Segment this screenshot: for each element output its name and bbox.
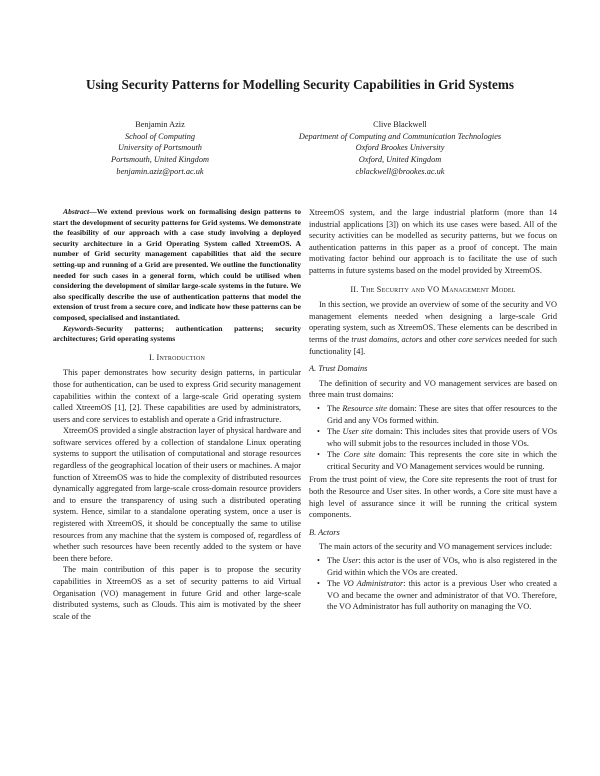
author-dept: School of Computing bbox=[124, 131, 196, 141]
list-item: • The User: this actor is the user of VOs, who is also registered in the Grid within which the VOs are created. bbox=[327, 555, 557, 578]
list-item: • The User site domain: This includes sites that provide users of VOs who will submit jobs to the resources included in those VOs. bbox=[327, 426, 557, 449]
actors-intro: The main actors of the security and VO management services include: bbox=[319, 542, 553, 552]
abstract-label: Abstract bbox=[63, 207, 90, 216]
section-heading-security-model: II. The Security and VO Management Model bbox=[350, 284, 516, 294]
paper-title: Using Security Patterns for Modelling Security Capabilities in Grid Systems bbox=[86, 77, 514, 92]
subsection-heading-actors: B. Actors bbox=[309, 527, 340, 537]
author-name: Benjamin Aziz bbox=[135, 120, 185, 129]
author-block-2 bbox=[250, 119, 550, 178]
abstract-text: —We extend previous work on formalising design patterns to start the development of security patterns for Grid systems. We demonstrate the feasibility of our approach with a case study involving a deployed security architecture in a Grid Operating System called XtreemOS. A number of Grid security management capabilities that aid the secure setting-up and running of a Grid are presented. We outline the functionality needed for such cases in a general form, which could be utilised when considering the development of similar large-scale systems in the future. We also specifically describe the use of authentication patterns that model the extension of trust from a secure core, and indicate how these patterns can be composed, specialised and instantiated. bbox=[53, 207, 301, 322]
author-location: Oxford, United Kingdom bbox=[358, 155, 442, 165]
author-name: Clive Blackwell bbox=[373, 120, 427, 129]
trust-domains-conclusion: From the trust point of view, the Core site represents the root of trust for both the Resource and User sites. In other words, a Core site must have a high level of assurance since it will be running the critical system components. bbox=[309, 475, 557, 520]
author-email: cblackwell@brookes.ac.uk bbox=[355, 166, 445, 176]
list-item: • The Resource site domain: These are sites that offer resources to the Grid and any VOs formed within. bbox=[327, 403, 557, 426]
list-item: • The Core site domain: This represents the core site in which the critical Security and VO Management services would be running. bbox=[327, 449, 557, 472]
author-block-1 bbox=[80, 119, 240, 178]
list-item: • The VO Administrator: this actor is a previous User who created a VO and became the owner and administrator of that VO. Therefore, the VO Administrator has full authority on managing the VO. bbox=[327, 578, 557, 613]
abstract bbox=[53, 207, 301, 324]
trust-domains-list bbox=[309, 403, 557, 473]
author-org: University of Portsmouth bbox=[118, 143, 202, 153]
section-heading-introduction: I. Introduction bbox=[148, 352, 206, 362]
author-dept: Department of Computing and Communication Technologies bbox=[298, 131, 502, 141]
intro-paragraph-3: The main contribution of this paper is to propose the security capabilities in XtreemOS as a set of security patterns to aid Virtual Organisation (VO) management in future Grid and other large-scale distributed systems, such as Clouds. This aim is motivated by the sheer scale of the bbox=[53, 565, 301, 621]
keywords-label: Keywords bbox=[63, 323, 94, 333]
author-email: benjamin.aziz@port.ac.uk bbox=[116, 166, 204, 176]
keywords bbox=[53, 324, 301, 345]
security-model-paragraph: In this section, we provide an overview of some of the security and VO management elements needed when designing a large-scale Grid operating system, such as XtreemOS. These elements can be described in terms of the trust domains, actors and other core services needed for such functionality [4]. bbox=[309, 300, 557, 356]
intro-paragraph-3-continued: XtreemOS system, and the large industrial platform (more than 14 industrial applications [3]) on which its use cases were based. All of the security activities can be modelled as security patterns, but we focus on authentication patterns in this paper as a proof of concept. The main motivating factor behind our approach is to facilitate the use of such patterns in future systems based on the model provided by XtreemOS. bbox=[309, 208, 557, 275]
keywords-text: -Security patterns; authentication patterns; security architectures; Grid operating systems bbox=[53, 323, 301, 344]
author-org: Oxford Brookes University bbox=[355, 143, 445, 153]
subsection-heading-trust-domains: A. Trust Domains bbox=[309, 364, 368, 374]
intro-paragraph-1: This paper demonstrates how security design patterns, in particular those for authentication, can be used to express Grid security management capabilities within the context of a large-scale Grid operating system called XtreemOS [1], [2]. These capabilities are used by administrators, users and core services to establish and operate a Grid infrastructure. bbox=[53, 368, 301, 424]
author-location: Portsmouth, United Kingdom bbox=[111, 155, 209, 165]
actors-list bbox=[309, 555, 557, 613]
intro-paragraph-2: XtreemOS provided a single abstraction layer of physical hardware and software services offered by a collection of standalone Linux operating systems to support the utilisation of computational and storage resources regardless of the geographical location of their users or machines. A major function of XtreemOS was to hide the complexity of distributed resources dynamically aggregated from large-scale cross-domain resource providers and to ensure the transparency of using such a distributed operating system. Hence, similar to a standalone operating system, once a user is registered with XtreemOS, it should be conceptually the same to utilise resources from any machine that the system is composed of, regardless of whether such resources have been recently added to the system or have been there before. bbox=[53, 426, 301, 563]
left-column bbox=[53, 207, 301, 622]
right-column bbox=[309, 207, 557, 615]
trust-domains-intro: The definition of security and VO management services are based on three main trust domains: bbox=[309, 378, 557, 400]
